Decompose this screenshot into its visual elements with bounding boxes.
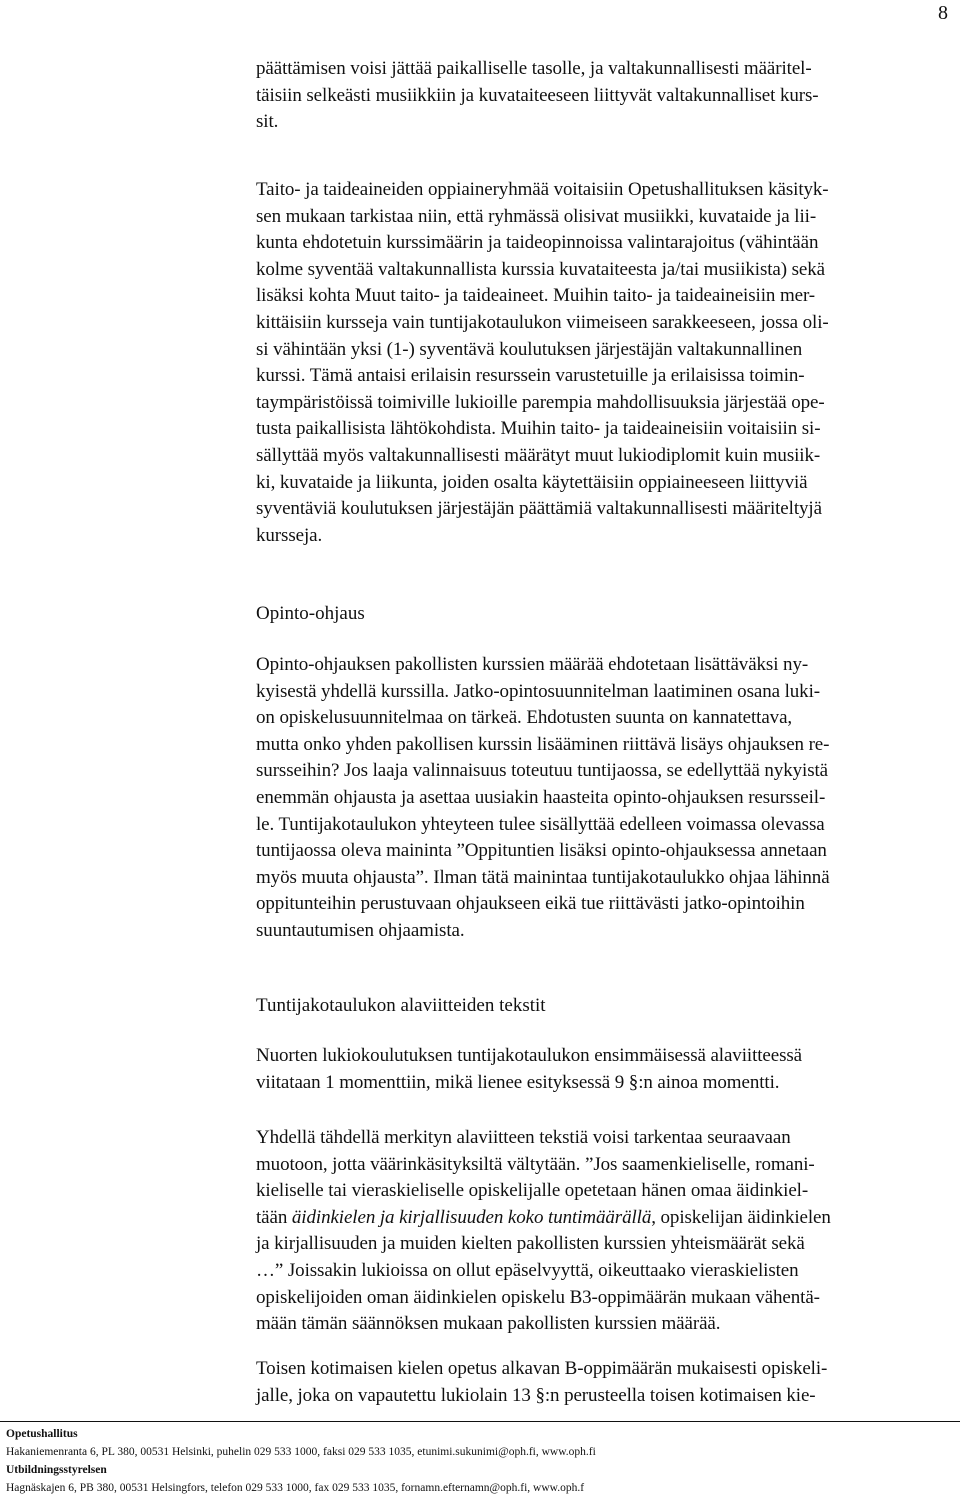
text-line: Toisen kotimaisen kielen opetus alkavan B-oppimäärän mukaisesti opiskeli- bbox=[256, 1358, 828, 1379]
text-line: kurssi. Tämä antaisi erilaisin resurssein varustetuille ja erilaisissa toimin- bbox=[256, 365, 805, 387]
text-line: ja kirjallisuuden ja muiden kielten pakollisten kurssien yhteismäärät sekä bbox=[256, 1233, 805, 1255]
text-line: lisäksi kohta Muut taito- ja taideaineet. Muihin taito- ja taideaineisiin mer- bbox=[256, 285, 816, 307]
text-line-with-italic bbox=[256, 1205, 956, 1232]
text-line: syventäviä koulutuksen järjestäjän päättämiä valtakunnallisesti määriteltyjä bbox=[256, 498, 822, 520]
text-line: oppitunteihin perustuvaan ohjaukseen eikä tue riittävästi jatko-opintoihin bbox=[256, 893, 805, 915]
text-line: myös muuta ohjausta”. Ilman tätä mainintaa tuntijakotaulukko ohjaa lähinnä bbox=[256, 866, 830, 888]
text-line: viitataan 1 momenttiin, mikä lienee esityksessä 9 §:n ainoa momentti. bbox=[256, 1071, 780, 1093]
footer bbox=[6, 1425, 956, 1497]
text-line: sällyttää myös valtakunnallisesti määrätyt muut lukiodiplomit kuin musiik- bbox=[256, 444, 821, 466]
text-line: kittäisiin kursseja vain tuntijakotaulukon viimeiseen sarakkeeseen, jossa oli- bbox=[256, 311, 829, 333]
text-line: muotoon, jotta väärinkäsityksiltä vältytään. ”Jos saamenkieliselle, romani- bbox=[256, 1153, 815, 1175]
text-line: …” Joissakin lukioissa on ollut epäselvyyttä, oikeuttaako vieraskielisten bbox=[256, 1259, 799, 1281]
text-line: täisiin selkeästi musiikkiin ja kuvataiteeseen liittyvät valtakunnalliset kurs- bbox=[256, 84, 819, 106]
text-line: Taito- ja taideaineiden oppiaineryhmää voitaisiin Opetushallituksen käsityk- bbox=[256, 179, 829, 200]
text-line: Opinto-ohjauksen pakollisten kurssien määrää ehdotetaan lisättäväksi ny- bbox=[256, 654, 809, 675]
text-line: Nuorten lukiokoulutuksen tuntijakotaulukon ensimmäisessä alaviitteessä bbox=[256, 1045, 803, 1066]
text-line: tuntijaossa oleva maininta ”Oppituntien lisäksi opinto-ohjauksessa annetaan bbox=[256, 840, 827, 862]
text-line: jalle, joka on vapautettu lukiolain 13 §:n perusteella toisen kotimaisen kie- bbox=[256, 1384, 816, 1406]
footer-divider bbox=[0, 1421, 960, 1422]
text-line: kolme syventää valtakunnallista kurssia kuvataiteesta ja/tai musiikista) sekä bbox=[256, 258, 825, 280]
footer-org-sv: Utbildningsstyrelsen bbox=[6, 1464, 107, 1476]
footer-address-sv: Hagnäskajen 6, PB 380, 00531 Helsingfors, telefon 029 533 1000, fax 029 533 1035, fornamn.efternamn@oph.fi, www.oph.f bbox=[6, 1482, 585, 1494]
text-line: mään tämän säännöksen mukaan pakollisten kurssien määrää. bbox=[256, 1313, 721, 1335]
text-segment: , opiskelijan äidinkielen bbox=[651, 1206, 831, 1228]
text-line: kunta ehdotetuin kurssimäärin ja taideopinnoissa valintarajoitus (vähintään bbox=[256, 232, 819, 254]
text-line: le. Tuntijakotaulukon yhteyteen tulee sisällyttää edelleen voimassa olevassa bbox=[256, 813, 825, 835]
text-line: kieliselle tai vieraskieliselle opiskelijalle opetetaan hänen omaa äidinkiel- bbox=[256, 1180, 809, 1202]
text-line: enemmän ohjausta ja asettaa uusiakin haasteita opinto-ohjauksen resursseil- bbox=[256, 786, 826, 808]
text-line: sursseihin? Jos laaja valinnaisuus toteutuu tuntijaossa, se edellyttää nykyistä bbox=[256, 760, 829, 782]
paragraph-4 bbox=[256, 1043, 956, 1096]
footer-org-fi: Opetushallitus bbox=[6, 1428, 78, 1440]
section-heading-opinto-ohjaus: Opinto-ohjaus bbox=[256, 603, 365, 624]
paragraph-1 bbox=[256, 56, 956, 136]
text-line: kyisestä yhdellä kurssilla. Jatko-opintosuunnitelman laatiminen osana luki- bbox=[256, 680, 820, 702]
page-number: 8 bbox=[938, 2, 948, 24]
paragraph-5 bbox=[256, 1125, 956, 1338]
text-line: tusta paikallisista lähtökohdista. Muihin taito- ja taideaineisiin voitaisiin si- bbox=[256, 418, 821, 440]
text-line: sit. bbox=[256, 111, 279, 133]
text-line: ki, kuvataide ja liikunta, joiden osalta käytettäisiin oppiaineeseen liittyviä bbox=[256, 471, 808, 493]
text-line: sen mukaan tarkistaa niin, että ryhmässä olisivat musiikki, kuvataide ja lii- bbox=[256, 205, 817, 227]
paragraph-3 bbox=[256, 652, 956, 945]
section-heading-alaviitteet: Tuntijakotaulukon alaviitteiden tekstit bbox=[256, 995, 546, 1016]
text-line: mutta onko yhden pakollisen kurssin lisääminen riittävä lisäys ohjauksen re- bbox=[256, 733, 830, 755]
text-line: päättämisen voisi jättää paikalliselle tasolle, ja valtakunnallisesti määritel- bbox=[256, 58, 812, 79]
text-line: on opiskelusuunnitelmaa on tärkeä. Ehdotusten suunta on kannatettava, bbox=[256, 707, 793, 729]
paragraph-2 bbox=[256, 177, 956, 549]
text-line: si vähintään yksi (1-) syventävä koulutuksen järjestäjän valtakunnallinen bbox=[256, 338, 803, 360]
text-line: suuntautumisen ohjaamista. bbox=[256, 919, 465, 941]
text-line: kursseja. bbox=[256, 524, 323, 546]
text-segment: tään bbox=[256, 1206, 292, 1228]
paragraph-6 bbox=[256, 1356, 956, 1409]
text-line: taympäristöissä toimiville lukioille parempia mahdollisuuksia järjestää ope- bbox=[256, 391, 825, 413]
italic-phrase: äidinkielen ja kirjallisuuden koko tuntimäärällä bbox=[291, 1206, 652, 1228]
footer-address-fi: Hakaniemenranta 6, PL 380, 00531 Helsinki, puhelin 029 533 1000, faksi 029 533 1035, etunimi.sukunimi@oph.fi, www.oph.fi bbox=[6, 1446, 596, 1458]
text-line: Yhdellä tähdellä merkityn alaviitteen tekstiä voisi tarkentaa seuraavaan bbox=[256, 1127, 791, 1148]
text-line: opiskelijoiden oman äidinkielen opiskelu B3-oppimäärän mukaan vähentä- bbox=[256, 1286, 820, 1308]
